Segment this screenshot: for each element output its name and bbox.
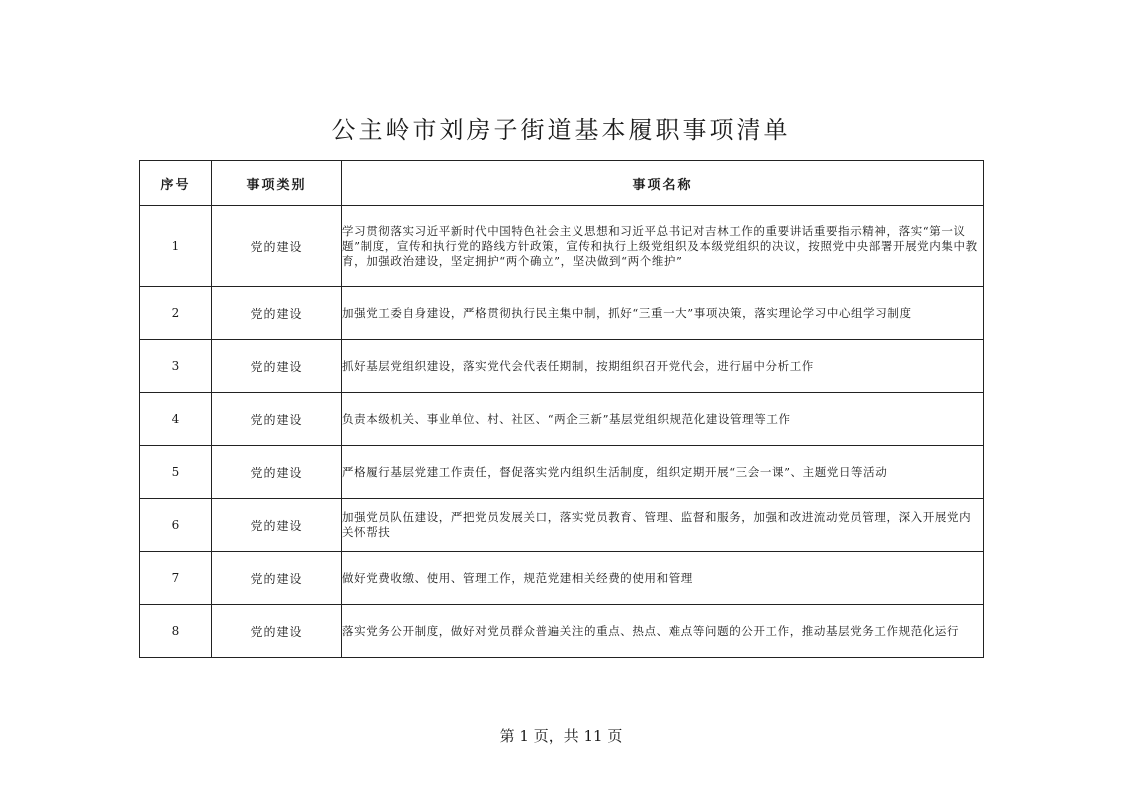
row-number: 5: [140, 446, 212, 499]
row-name: 加强党工委自身建设，严格贯彻执行民主集中制，抓好“三重一大”事项决策，落实理论学习中心组学习制度: [342, 287, 984, 340]
row-category: 党的建设: [212, 393, 342, 446]
row-name: 做好党费收缴、使用、管理工作，规范党建相关经费的使用和管理: [342, 552, 984, 605]
row-category: 党的建设: [212, 552, 342, 605]
row-name: 学习贯彻落实习近平新时代中国特色社会主义思想和习近平总书记对吉林工作的重要讲话重要指示精神，落实“第一议题”制度，宣传和执行党的路线方针政策，宣传和执行上级党组织及本级党组织的决议，按照党中央部署开展党内集中教育，加强政治建设，坚定拥护“两个确立”，坚决做到“两个维护”: [342, 206, 984, 287]
duty-list-table: [139, 160, 984, 658]
table-row: [140, 605, 984, 658]
row-name: 负责本级机关、事业单位、村、社区、“两企三新”基层党组织规范化建设管理等工作: [342, 393, 984, 446]
header-name: 事项名称: [342, 161, 984, 206]
row-number: 8: [140, 605, 212, 658]
row-category: 党的建设: [212, 340, 342, 393]
row-category: 党的建设: [212, 287, 342, 340]
row-number: 6: [140, 499, 212, 552]
table-row: [140, 287, 984, 340]
row-number: 3: [140, 340, 212, 393]
row-number: 7: [140, 552, 212, 605]
document-title: 公主岭市刘房子街道基本履职事项清单: [331, 116, 791, 144]
page-number: 第 1 页，共 11 页: [499, 727, 623, 745]
row-number: 4: [140, 393, 212, 446]
row-name: 加强党员队伍建设，严把党员发展关口，落实党员教育、管理、监督和服务，加强和改进流动党员管理，深入开展党内关怀帮扶: [342, 499, 984, 552]
table-row: [140, 552, 984, 605]
header-number: 序号: [140, 161, 212, 206]
table-row: [140, 206, 984, 287]
table-row: [140, 340, 984, 393]
row-category: 党的建设: [212, 605, 342, 658]
row-category: 党的建设: [212, 446, 342, 499]
row-name: 严格履行基层党建工作责任，督促落实党内组织生活制度，组织定期开展“三会一课”、主题党日等活动: [342, 446, 984, 499]
table-row: [140, 499, 984, 552]
table-header-row: [140, 161, 984, 206]
header-category: 事项类别: [212, 161, 342, 206]
row-number: 2: [140, 287, 212, 340]
row-name: 抓好基层党组织建设，落实党代会代表任期制，按期组织召开党代会，进行届中分析工作: [342, 340, 984, 393]
row-name: 落实党务公开制度，做好对党员群众普遍关注的重点、热点、难点等问题的公开工作，推动基层党务工作规范化运行: [342, 605, 984, 658]
row-category: 党的建设: [212, 206, 342, 287]
row-number: 1: [140, 206, 212, 287]
table-row: [140, 393, 984, 446]
row-category: 党的建设: [212, 499, 342, 552]
table-row: [140, 446, 984, 499]
